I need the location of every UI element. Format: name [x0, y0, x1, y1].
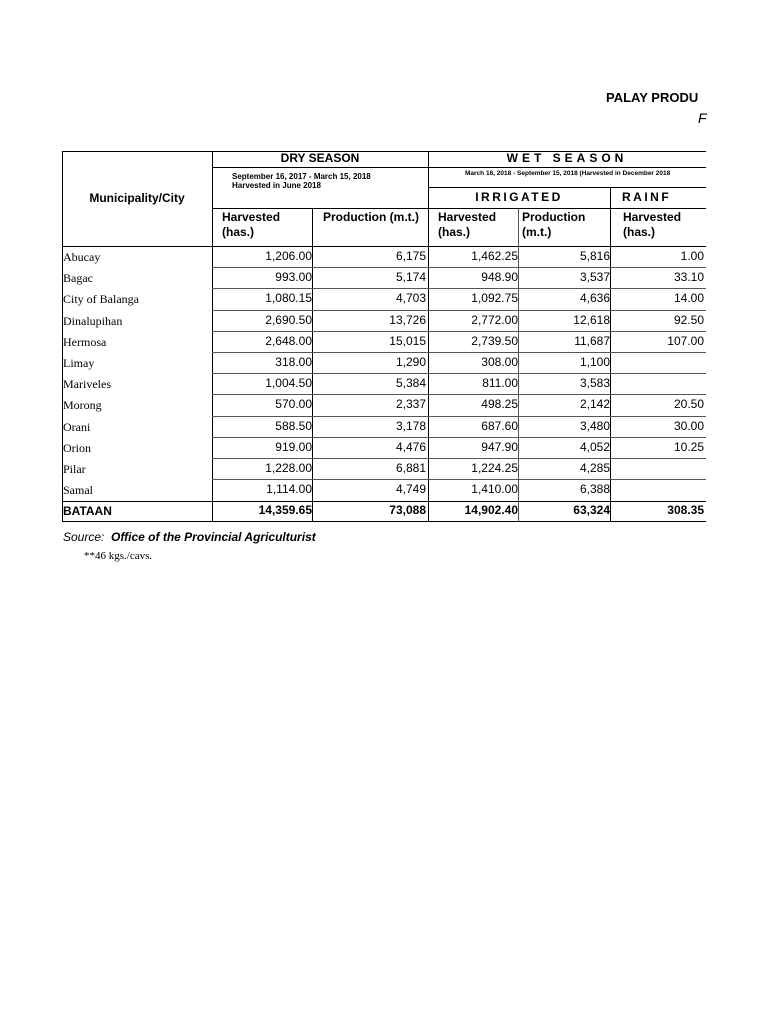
cell-rain-harvested: 308.35 — [667, 503, 704, 518]
grid-hline — [428, 167, 706, 168]
cell-dry-harvested: 919.00 — [275, 439, 312, 454]
cell-irr-production: 2,142 — [579, 397, 610, 412]
municipality-name: Limay — [63, 356, 95, 370]
cell-rain-harvested: 20.50 — [673, 397, 704, 412]
cell-dry-harvested: 1,228.00 — [265, 461, 312, 475]
grid-hline — [212, 437, 706, 438]
cell-dry-harvested: 1,206.00 — [265, 249, 312, 263]
total-label: BATAAN — [63, 504, 112, 519]
municipality-name: Orion — [63, 440, 91, 455]
dry-period-line1: September 16, 2017 - March 15, 2018 — [232, 172, 371, 181]
cell-dry-production: 4,703 — [395, 291, 426, 306]
municipality-name: Hermosa — [63, 334, 107, 349]
cell-dry-production: 15,015 — [389, 333, 426, 348]
cell-irr-harvested: 498.25 — [481, 397, 518, 412]
col-irr-production-line2: (m.t.) — [522, 225, 552, 239]
cell-dry-harvested: 318.00 — [275, 355, 312, 369]
cell-irr-production: 12,618 — [573, 312, 610, 327]
source-text: Office of the Provincial Agriculturist — [111, 530, 316, 544]
municipality-name: Morong — [63, 398, 102, 413]
grid-hline — [212, 352, 706, 353]
col-irr-harvested-line1: Harvested — [438, 210, 497, 224]
cell-irr-production: 63,324 — [573, 503, 610, 518]
cell-irr-harvested: 1,462.25 — [471, 249, 518, 263]
grid-vline — [212, 151, 213, 522]
header-municipality: Municipality/City — [89, 191, 185, 205]
col-irr-production — [522, 210, 610, 240]
header-irrigated: IRRIGATED — [475, 190, 563, 204]
cell-irr-harvested: 2,772.00 — [471, 312, 518, 327]
col-irr-production-line1: Production — [522, 210, 586, 224]
cell-irr-production: 3,480 — [579, 418, 610, 433]
cell-irr-production: 4,052 — [579, 439, 610, 454]
cell-irr-production: 3,537 — [579, 270, 610, 285]
cell-rain-harvested: 107.00 — [667, 333, 704, 348]
cell-dry-production: 13,726 — [389, 312, 426, 327]
cell-irr-production: 3,583 — [579, 376, 610, 391]
cell-irr-harvested: 2,739.50 — [471, 333, 518, 348]
cell-irr-harvested: 1,410.00 — [471, 482, 518, 497]
cell-dry-production: 1,290 — [395, 355, 426, 369]
cell-irr-harvested: 811.00 — [482, 376, 518, 391]
grid-vline — [62, 151, 63, 522]
grid-hline — [212, 267, 706, 268]
grid-vline — [518, 208, 519, 522]
cell-irr-production: 5,816 — [579, 249, 610, 263]
cell-rain-harvested: 30.00 — [673, 418, 704, 433]
grid-vline — [312, 208, 313, 522]
grid-hline — [212, 458, 706, 459]
unit-note: **46 kgs./cavs. — [84, 550, 153, 562]
municipality-name: Samal — [63, 483, 93, 498]
municipality-name: Abucay — [63, 250, 101, 264]
cell-irr-production: 11,687 — [574, 333, 610, 348]
cell-rain-harvested: 14.00 — [673, 291, 704, 306]
municipality-name: Orani — [63, 419, 91, 434]
source-line — [63, 530, 316, 544]
cell-dry-harvested: 2,690.50 — [265, 312, 312, 327]
cell-irr-production: 4,285 — [579, 461, 610, 475]
grid-hline — [212, 167, 428, 168]
cell-dry-harvested: 1,114.00 — [266, 482, 312, 497]
report-title: PALAY PRODU — [606, 90, 699, 105]
cell-dry-production: 2,337 — [395, 397, 426, 412]
cell-irr-harvested: 308.00 — [481, 355, 518, 369]
grid-hline — [212, 208, 706, 209]
col-rain-harvested-line2: (has.) — [623, 225, 656, 239]
cell-rain-harvested: 10.25 — [673, 439, 704, 454]
cell-irr-production: 6,388 — [579, 482, 610, 497]
header-wet-season: WET SEASON — [506, 151, 628, 165]
grid-hline — [428, 187, 706, 188]
cell-irr-production: 4,636 — [579, 291, 610, 306]
col-dry-harvested-line2: (has.) — [222, 225, 255, 239]
cell-dry-harvested: 2,648.00 — [265, 333, 312, 348]
cell-dry-production: 6,175 — [395, 249, 426, 263]
grid-hline — [212, 416, 706, 417]
col-rain-harvested-line1: Harvested — [623, 210, 682, 224]
cell-rain-harvested: 92.50 — [673, 312, 704, 327]
grid-hline — [212, 310, 706, 311]
grid-hline — [212, 373, 706, 374]
grid-vline — [428, 151, 429, 522]
cell-dry-production: 6,881 — [395, 461, 426, 475]
cell-dry-harvested: 588.50 — [275, 418, 312, 433]
grid-vline — [610, 187, 611, 522]
header-rainfed: RAINF — [622, 190, 672, 204]
municipality-name: Mariveles — [63, 377, 111, 392]
grid-hline — [212, 288, 706, 289]
cell-dry-harvested: 1,080.15 — [265, 291, 312, 306]
col-dry-harvested-line1: Harvested — [222, 210, 281, 224]
col-irr-harvested-line2: (has.) — [438, 225, 471, 239]
col-dry-production: Production (m.t.) — [323, 210, 419, 224]
header-dry-season: DRY SEASON — [280, 151, 360, 165]
wet-period: March 16, 2018 - September 15, 2018 (Harvested in December 2018 — [465, 170, 671, 177]
cell-irr-harvested: 687.60 — [481, 418, 518, 433]
grid-hline — [62, 151, 706, 152]
dry-period-line2: Harvested in June 2018 — [232, 181, 321, 190]
cell-irr-harvested: 1,224.25 — [471, 461, 518, 475]
cell-rain-harvested: 33.10 — [673, 270, 704, 285]
col-dry-harvested — [222, 210, 312, 240]
cell-dry-production: 4,476 — [395, 439, 426, 454]
cell-rain-harvested: 1.00 — [680, 249, 704, 263]
grid-hline — [212, 394, 706, 395]
cell-irr-harvested: 1,092.75 — [471, 291, 518, 306]
cell-dry-production: 4,749 — [395, 482, 426, 497]
cell-irr-harvested: 14,902.40 — [464, 503, 518, 518]
palay-production-table — [62, 151, 706, 529]
municipality-name: Pilar — [63, 462, 86, 476]
municipality-name: Dinalupihan — [63, 313, 123, 328]
cell-dry-production: 73,088 — [389, 503, 426, 518]
cell-irr-harvested: 948.90 — [481, 270, 518, 285]
cell-dry-production: 5,174 — [395, 270, 426, 285]
grid-hline — [212, 331, 706, 332]
col-irr-harvested — [438, 210, 520, 240]
source-label: Source: — [63, 530, 105, 544]
table-grid — [62, 151, 706, 529]
col-rain-harvested — [623, 210, 706, 240]
cell-dry-production: 3,178 — [395, 418, 426, 433]
grid-hline — [212, 479, 706, 480]
cell-dry-harvested: 1,004.50 — [265, 376, 312, 391]
cell-irr-harvested: 947.90 — [481, 439, 518, 454]
report-subtitle: F — [698, 110, 707, 126]
municipality-name: City of Balanga — [63, 292, 139, 307]
municipality-name: Bagac — [63, 271, 93, 286]
cell-dry-production: 5,384 — [395, 376, 426, 391]
cell-dry-harvested: 993.00 — [275, 270, 312, 285]
cell-dry-harvested: 14,359.65 — [258, 503, 312, 518]
cell-irr-production: 1,100 — [579, 355, 610, 369]
cell-dry-harvested: 570.00 — [275, 397, 312, 412]
